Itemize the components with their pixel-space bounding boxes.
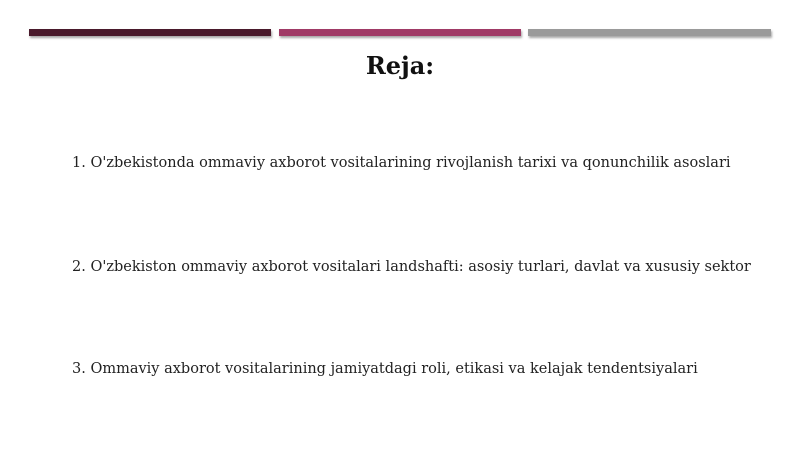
- accent-bars: [29, 29, 771, 37]
- accent-bar-3: [528, 29, 771, 36]
- agenda-item-3: 3. Ommaviy axborot vositalarining jamiyatdagi roli, etikasi va kelajak tendentsiyalari: [72, 361, 698, 377]
- accent-bar-1: [29, 29, 271, 36]
- slide-title: Reja:: [365, 51, 435, 80]
- agenda-item-2: 2. O'zbekiston ommaviy axborot vositalari landshafti: asosiy turlari, davlat va xususiy sektor: [72, 259, 751, 275]
- agenda-item-1: 1. O'zbekistonda ommaviy axborot vositalarining rivojlanish tarixi va qonunchilik asoslari: [72, 155, 731, 171]
- accent-bar-2: [279, 29, 521, 36]
